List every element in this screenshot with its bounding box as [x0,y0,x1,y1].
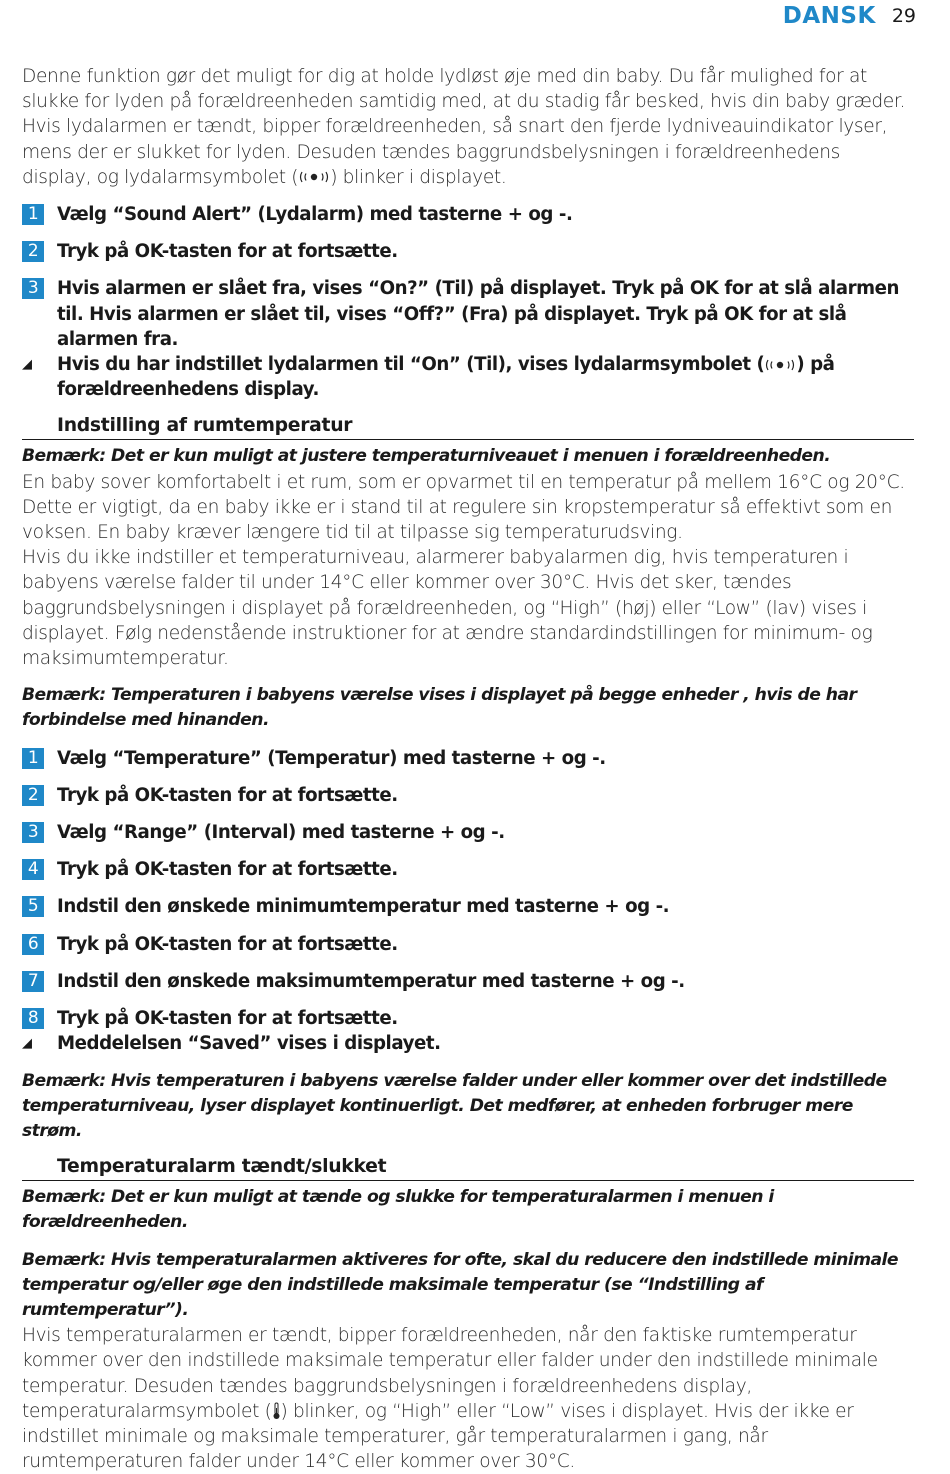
intro-paragraph: Denne funktion gør det muligt for dig at holde lydløst øje med din baby. Du får mulighed for at slukke for lyden på forældreenheden samtidig med, at du stadig får besked, hvis din baby græder. Hvis lydalarmen er tændt, bipper forældreenheden, så snart den fjerde lydniveauindikator lyser, mens der er slukket for lyden. Desuden tændes baggrundsbelysningen i forældreenhedens display, og lydalarmsymbolet ( ) blinker i displayet. [22,66,906,188]
step-text: Indstil den ønskede maksimumtemperatur med tasterne + og -. [57,970,685,992]
step-number: 8 [22,1008,44,1029]
step-text: Tryk på OK-tasten for at fortsætte. [57,241,398,263]
thermometer-icon [272,1402,281,1420]
step-number: 1 [22,748,44,769]
step-text: Tryk på OK-tasten for at fortsætte. [57,1008,398,1030]
step-text: Tryk på OK-tasten for at fortsætte. [57,784,398,806]
step-number: 4 [22,859,44,880]
step-text: Vælg “Range” (Interval) med tasterne + og -. [57,822,505,844]
temperature-step [22,746,914,771]
temperature-step [22,820,914,845]
page-header [783,0,916,32]
temperature-step [22,894,914,919]
step-text: Vælg “Sound Alert” (Lydalarm) med tasterne + og -. [57,204,573,226]
step-number: 3 [22,278,44,299]
sound-alarm-icon [298,170,330,184]
step-text: Tryk på OK-tasten for at fortsætte. [57,933,398,955]
section-title-room-temperature: Indstilling af rumtemperatur [22,414,914,440]
section-title-temperature-alarm: Temperaturalarm tændt/slukket [22,1155,914,1181]
step-text: Vælg “Temperature” (Temperatur) med tasterne + og -. [57,747,606,769]
paragraph: Hvis du ikke indstiller et temperaturniveau, alarmerer babyalarmen dig, hvis temperaturen i babyens værelse falder til under 14°C eller kommer over 30°C. Hvis det sker, tændes baggrundsbelysningen i displayet på forældreenheden, og “High” (høj) eller “Low” (lav) vises i displayet. Følg nedenstående instruktioner for at ændre standardindstillingen for minimum- og maksimumtemperatur. [22,547,873,670]
note: Bemærk: Det er kun muligt at justere temperaturniveauet i menuen i forældreenheden. [22,446,831,467]
step-number: 5 [22,896,44,917]
temperature-step [22,932,914,957]
temperature-step [22,783,914,808]
sound-step [22,202,914,227]
step-text: Hvis alarmen er slået fra, vises “On?” (Til) på displayet. Tryk på OK for at slå alarmen til. Hvis alarmen er slået til, vises “Off?” (Fra) på displayet. Tryk på OK for at slå alarmen fra. [57,278,899,350]
temperature-step [22,1006,914,1031]
temperature-step [22,857,914,882]
note: Bemærk: Hvis temperaturen i babyens værelse falder under eller kommer over det indstillede temperaturniveau, lyser displayet kontinuerligt. Det medfører, at enheden forbruger mere strøm. [22,1070,887,1141]
page-content [22,64,914,1474]
note: Bemærk: Temperaturen i babyens værelse vises i displayet på begge enheder , hvis de har forbindelse med hinanden. [22,685,857,731]
sound-result: ◢ Hvis du har indstillet lydalarmen til “On” (Til), vises lydalarmsymbolet ( ) på forældreenhedens display. [22,354,835,401]
bullet-arrow-icon: ◢ [22,1036,32,1052]
step-text: Indstil den ønskede minimumtemperatur med tasterne + og -. [57,896,670,918]
step-number: 2 [22,241,44,262]
step-number: 6 [22,934,44,955]
step-number: 3 [22,822,44,843]
sound-step [22,276,914,352]
step-text: Tryk på OK-tasten for at fortsætte. [57,859,398,881]
paragraph: En baby sover komfortabelt i et rum, som er opvarmet til en temperatur på mellem 16°C og 20°C. Dette er vigtigt, da en baby ikke er i stand til at regulere sin kropstemperatur så effektivt som en voksen. En baby kræver længere tid til at tilpasse sig temperaturudsving. [22,471,905,544]
step-number: 1 [22,204,44,225]
page-number: 29 [891,5,916,27]
step-number: 2 [22,785,44,806]
bullet-arrow-icon: ◢ [22,357,32,373]
step-number: 7 [22,971,44,992]
note: Bemærk: Det er kun muligt at tænde og slukke for temperaturalarmen i menuen i forældreenheden. [22,1187,774,1233]
note: Bemærk: Hvis temperaturalarmen aktiveres for ofte, skal du reducere den indstillede minimale temperatur og/eller øge den indstillede maksimale temperatur (se “Indstilling af rumtemperatur”). [22,1249,898,1320]
temperature-result: ◢ Meddelelsen “Saved” vises i displayet. [22,1031,914,1056]
sound-step [22,239,914,264]
sound-alarm-icon [764,358,796,372]
temperature-step [22,969,914,994]
language-label: DANSK [782,3,876,29]
paragraph: Hvis temperaturalarmen er tændt, bipper forældreenheden, når den faktiske rumtemperatur kommer over den indstillede maksimale temperatur eller falder under den indstillede minimale temperatur. Desuden tændes baggrundsbelysningen i forældreenhedens display, temperaturalarmsymbolet ( ) blinker, og “High” eller “Low” vises i displayet. Hvis der ikke er indstillet minimale og maksimale temperaturer, går temperaturalarmen i gang, når rumtemperaturen falder under 14°C eller kommer over 30°C. [22,1325,878,1473]
